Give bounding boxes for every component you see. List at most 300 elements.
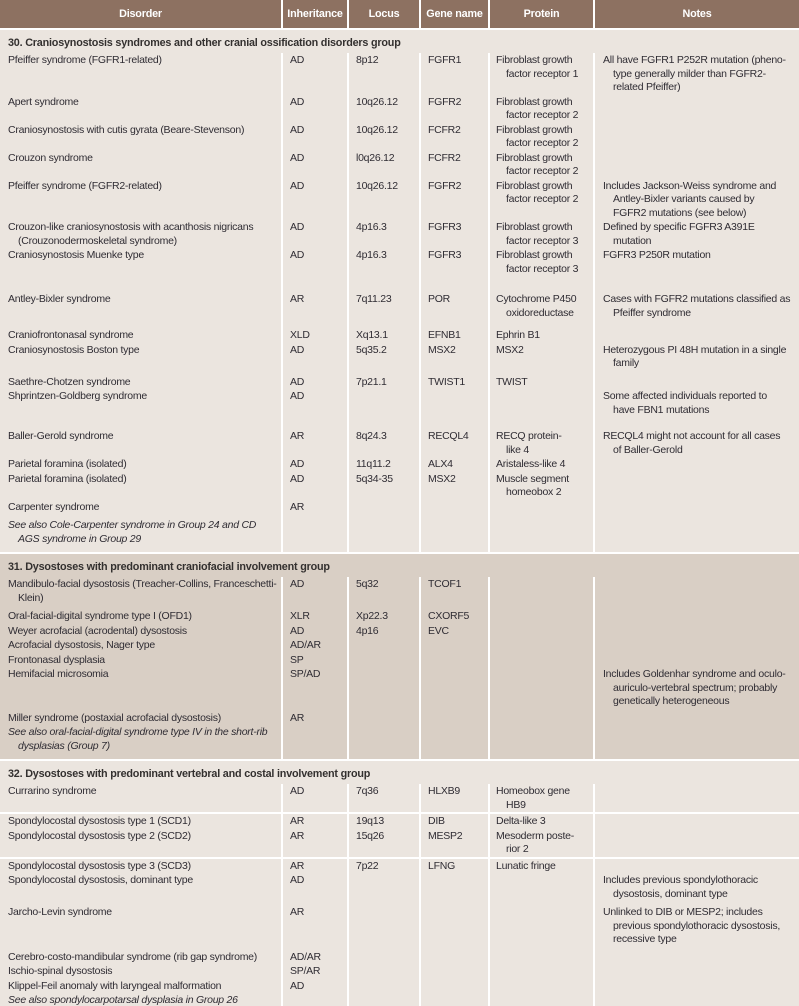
inheritance-cell [283,950,347,965]
notes-cell [595,979,799,994]
notes-cell [595,248,799,276]
gene-line: FCFR2 [428,123,461,136]
gene-line: FCFR2 [428,151,461,164]
inheritance-line: AD [290,874,305,886]
disorder-cell [0,609,281,624]
locus-cell [349,784,419,812]
disorder-cell [0,518,281,546]
locus-cell [349,457,419,472]
gene-cell [421,905,488,947]
table-row [0,457,799,472]
protein-cell [490,964,593,979]
inheritance-cell [283,667,347,709]
locus-cell [349,53,419,95]
notes-cell [595,964,799,979]
table-row [0,624,799,639]
table-row [0,905,799,947]
inheritance-cell [283,609,347,624]
table-row [0,123,799,151]
gene-cell [421,179,488,221]
locus-cell [349,95,419,123]
disorder-line: Pfeiffer syndrome (FGFR1-related) [8,54,162,66]
gene-cell [421,151,488,179]
notes-cell [595,429,799,457]
notes-cell [595,500,799,515]
inheritance-line: AD [290,390,305,402]
table-row [0,179,799,221]
locus-line: 7q11.23 [356,293,392,305]
protein-cell [490,829,593,857]
table-section [0,761,799,1006]
notes-cell [595,905,799,947]
notes-cell [595,609,799,624]
protein-cell [490,993,593,1006]
protein-line: factor receptor 2 [506,193,579,205]
table-row [0,859,799,874]
gene-cell [421,123,488,151]
notes-line: related Pfeiffer) [613,81,681,93]
disorder-line: Craniosynostosis Muenke type [8,249,144,261]
locus-cell [349,979,419,994]
gene-line: RECQL4 [428,430,469,442]
notes-line: FGFR2 mutations (see below) [613,206,747,219]
table-section [0,554,799,759]
table-row [0,979,799,994]
notes-cell [595,873,799,901]
protein-cell [490,389,593,417]
inheritance-cell [283,784,347,812]
locus-line: 10q26.12 [356,123,398,136]
disorder-cell [0,292,281,320]
protein-cell [490,53,593,95]
disorder-cell [0,993,281,1006]
inheritance-cell [283,179,347,221]
notes-cell [595,292,799,320]
disorder-line: Currarino syndrome [8,785,97,797]
protein-cell [490,292,593,320]
inheritance-cell [283,859,347,874]
inheritance-cell [283,328,347,343]
protein-line: RECQ protein- [496,430,562,442]
table-row [0,343,799,371]
notes-line: Includes previous spondylothoracic [603,874,758,886]
protein-line: factor receptor 2 [506,165,579,177]
disorder-cell [0,500,281,515]
gene-cell [421,472,488,500]
gene-cell [421,624,488,639]
notes-cell [595,993,799,1006]
locus-cell [349,814,419,829]
disorder-cell [0,905,281,947]
disorder-line: Craniosynostosis Boston type [8,343,140,356]
disorder-line: See also Cole-Carpenter syndrome in Group 24 and CD [8,519,257,531]
protein-line: Ephrin B1 [496,329,540,341]
disorder-line: See also spondylocarpotarsal dysplasia in Group 26 [8,994,238,1006]
protein-cell [490,711,593,726]
locus-cell [349,873,419,901]
protein-cell [490,667,593,709]
locus-cell [349,577,419,605]
protein-line: Fibroblast growth [496,249,573,261]
table-row [0,389,799,417]
gene-cell [421,220,488,248]
locus-cell [349,389,419,417]
disorder-line: Carpenter syndrome [8,500,100,513]
notes-line: recessive type [613,933,677,945]
protein-cell [490,859,593,874]
disorder-line: Cerebro-costo-mandibular syndrome (rib gap syndrome) [8,950,258,963]
disorder-line: Spondylocostal dysostosis type 2 (SCD2) [8,829,191,842]
table-row [0,784,799,812]
inheritance-line: AR [290,711,305,724]
protein-cell [490,248,593,276]
inheritance-cell [283,151,347,179]
column-header-gene: Gene name [421,0,488,28]
locus-cell [349,123,419,151]
section-title: 32. Dysostoses with predominant vertebral and costal involvement group [8,768,371,780]
gene-cell [421,389,488,417]
disorder-line: Hemifacial microsomia [8,668,109,680]
protein-cell [490,151,593,179]
disorder-cell [0,950,281,965]
inheritance-cell [283,964,347,979]
disorder-line: Frontonasal dysplasia [8,653,105,666]
section-title: 31. Dysostoses with predominant craniofacial involvement group [8,561,330,573]
protein-cell [490,328,593,343]
protein-line: Fibroblast growth [496,221,573,233]
locus-line: Xp22.3 [356,610,388,622]
disorder-cell [0,343,281,371]
notes-cell [595,624,799,639]
inheritance-line: AD [290,54,305,66]
inheritance-cell [283,711,347,726]
gene-cell [421,993,488,1006]
table-row [0,609,799,624]
inheritance-line: SP/AD [290,668,321,680]
inheritance-cell [283,814,347,829]
locus-line: 5q34-35 [356,472,393,485]
inheritance-cell [283,577,347,605]
gene-cell [421,784,488,812]
gene-line: FGFR2 [428,95,462,108]
gene-line: MSX2 [428,343,456,356]
disorder-cell [0,653,281,668]
notes-line: Heterozygous PI 48H mutation in a single [603,343,787,356]
protein-cell [490,624,593,639]
disorder-line: (Crouzonodermoskeletal syndrome) [18,234,177,247]
gene-cell [421,609,488,624]
protein-cell [490,500,593,515]
inheritance-cell [283,725,347,753]
locus-cell [349,343,419,371]
locus-line: 8q24.3 [356,430,387,442]
inheritance-line: AD [290,179,305,192]
column-header-notes: Notes [595,0,799,28]
disorder-cell [0,577,281,605]
notes-line: Cases with FGFR2 mutations classified as [603,293,791,305]
inheritance-line: AD [290,221,305,233]
disorder-line: Craniofrontonasal syndrome [8,329,134,341]
notes-line: All have FGFR1 P252R mutation (pheno- [603,54,786,66]
table-row [0,95,799,123]
locus-cell [349,429,419,457]
inheritance-cell [283,292,347,320]
protein-cell [490,725,593,753]
notes-line: type generally milder than FGFR2- [613,67,766,80]
table-row [0,151,799,179]
disorder-cell [0,784,281,812]
inheritance-cell [283,248,347,276]
notes-line: Defined by specific FGFR3 A391E [603,221,755,233]
gene-line: ALX4 [428,458,453,470]
inheritance-line: AD [290,151,305,164]
gene-cell [421,859,488,874]
table-row [0,577,799,605]
protein-line: Fibroblast growth [496,123,573,136]
protein-cell [490,638,593,653]
gene-line: MSX2 [428,472,456,485]
notes-cell [595,784,799,812]
disorder-cell [0,220,281,248]
gene-cell [421,292,488,320]
notes-cell [595,472,799,500]
notes-line: Some affected individuals reported to [603,390,767,402]
disorder-cell [0,248,281,276]
notes-line: FGFR3 P250R mutation [603,249,711,261]
locus-line: Xq13.1 [356,329,388,341]
gene-cell [421,829,488,857]
protein-line: TWIST [496,375,528,388]
gene-line: CXORF5 [428,610,470,622]
protein-line: Cytochrome P450 [496,293,577,305]
inheritance-cell [283,500,347,515]
locus-cell [349,653,419,668]
table-row [0,993,799,1006]
inheritance-cell [283,375,347,390]
inheritance-line: AD [290,624,305,637]
locus-cell [349,829,419,857]
gene-cell [421,979,488,994]
locus-cell [349,711,419,726]
inheritance-cell [283,220,347,248]
inheritance-line: AD [290,375,305,388]
inheritance-cell [283,123,347,151]
section-rows [0,784,799,1006]
protein-line: MSX2 [496,343,524,356]
inheritance-line: AD [290,785,305,797]
locus-line: 10q26.12 [356,179,398,192]
table-row [0,500,799,515]
disorder-line: Shprintzen-Goldberg syndrome [8,390,147,402]
locus-line: 11q11.2 [356,458,391,470]
protein-line: Mesoderm poste- [496,829,574,842]
locus-cell [349,375,419,390]
gene-cell [421,577,488,605]
gene-cell [421,964,488,979]
gene-line: TCOF1 [428,578,462,590]
disorder-cell [0,53,281,95]
inheritance-cell [283,979,347,994]
table-row [0,667,799,709]
notes-cell [595,375,799,390]
column-header-inheritance: Inheritance [283,0,347,28]
disorder-cell [0,375,281,390]
inheritance-line: AD [290,578,305,590]
protein-line: Lunatic fringe [496,859,556,872]
disorder-line: See also oral-facial-digital syndrome type IV in the short-rib [8,726,268,738]
protein-line: homeobox 2 [506,486,562,498]
inheritance-line: AD [290,979,305,992]
gene-line: FGFR1 [428,54,462,66]
table-row [0,814,799,829]
table-row [0,873,799,901]
column-header-locus: Locus [349,0,419,28]
table-header-row [0,0,799,28]
notes-cell [595,653,799,668]
section-rows [0,577,799,759]
gene-cell [421,667,488,709]
disorder-cell [0,638,281,653]
notes-cell [595,95,799,123]
inheritance-cell [283,624,347,639]
notes-cell [595,343,799,371]
disorder-cell [0,389,281,417]
gene-cell [421,343,488,371]
protein-line: HB9 [506,798,526,811]
disorder-line: Ischio-spinal dysostosis [8,965,113,977]
locus-line: 7q36 [356,785,379,797]
inheritance-line: AD [290,472,305,485]
notes-cell [595,829,799,857]
disorder-cell [0,328,281,343]
gene-line: FGFR3 [428,221,462,233]
disorder-line: Spondylocostal dysostosis type 3 (SCD3) [8,859,191,872]
notes-line: previous spondylothoracic dysostosis, [613,919,781,932]
table-row [0,472,799,500]
locus-line: 5q35.2 [356,343,387,356]
gene-line: HLXB9 [428,785,461,797]
protein-cell [490,518,593,546]
disorder-cell [0,711,281,726]
table-row [0,53,799,95]
inheritance-cell [283,829,347,857]
row-separator [0,812,799,814]
notes-cell [595,859,799,874]
notes-cell [595,53,799,95]
gene-cell [421,518,488,546]
protein-cell [490,653,593,668]
inheritance-line: XLD [290,329,310,341]
inheritance-line: AR [290,293,305,305]
disorder-line: Antley-Bixler syndrome [8,293,111,305]
locus-cell [349,638,419,653]
inheritance-cell [283,653,347,668]
locus-cell [349,725,419,753]
inheritance-line: AR [290,829,305,842]
inheritance-cell [283,993,347,1006]
notes-line: Includes Goldenhar syndrome and oculo- [603,668,786,680]
protein-line: Fibroblast growth [496,151,573,164]
disorder-line: Crouzon-like craniosynostosis with acanthosis nigricans [8,221,254,233]
notes-line: auriculo-vertebral spectrum; probably [613,681,778,694]
inheritance-cell [283,873,347,901]
inheritance-cell [283,638,347,653]
table-row [0,292,799,320]
section-title: 30. Craniosynostosis syndromes and other cranial ossification disorders group [8,37,401,49]
protein-cell [490,95,593,123]
inheritance-line: AD [290,95,305,108]
disorder-line: Miller syndrome (postaxial acrofacial dysostosis) [8,711,221,724]
table-row [0,725,799,753]
disorder-line: Jarcho-Levin syndrome [8,906,112,918]
disorder-line: Saethre-Chotzen syndrome [8,375,131,388]
protein-line: oxidoreductase [506,306,574,319]
inheritance-cell [283,518,347,546]
row-separator [0,857,799,859]
protein-cell [490,220,593,248]
locus-cell [349,472,419,500]
notes-line: Includes Jackson-Weiss syndrome and [603,179,777,192]
locus-line: 8p12 [356,54,379,66]
inheritance-line: AR [290,815,305,827]
inheritance-line: SP/AR [290,965,321,977]
disorder-line: Apert syndrome [8,95,79,108]
notes-cell [595,457,799,472]
inheritance-line: AD/AR [290,950,321,963]
inheritance-line: AD [290,123,305,136]
disorder-cell [0,179,281,221]
table-row [0,429,799,457]
notes-cell [595,667,799,709]
disorder-line: Baller-Gerold syndrome [8,430,114,442]
table-row [0,711,799,726]
gene-line: DIB [428,815,445,827]
disorder-cell [0,457,281,472]
notes-line: have FBN1 mutations [613,403,710,416]
locus-cell [349,518,419,546]
disorder-line: Oral-facial-digital syndrome type I (OFD1) [8,610,192,622]
protein-cell [490,814,593,829]
notes-cell [595,179,799,221]
protein-line: Aristaless-like 4 [496,458,566,470]
gene-cell [421,638,488,653]
protein-cell [490,123,593,151]
locus-cell [349,905,419,947]
disorder-cell [0,472,281,500]
disorder-cell [0,151,281,179]
inheritance-cell [283,53,347,95]
notes-cell [595,389,799,417]
locus-cell [349,609,419,624]
disorder-line: Spondylocostal dysostosis, dominant type [8,874,193,886]
disorder-line: Pfeiffer syndrome (FGFR2-related) [8,179,162,192]
gene-cell [421,500,488,515]
table-section [0,30,799,552]
gene-cell [421,873,488,901]
locus-cell [349,993,419,1006]
locus-cell [349,950,419,965]
protein-cell [490,784,593,812]
notes-cell [595,638,799,653]
protein-line: Fibroblast growth [496,95,573,108]
notes-cell [595,950,799,965]
locus-cell [349,179,419,221]
gene-cell [421,429,488,457]
table-row [0,220,799,248]
table-row [0,950,799,965]
notes-line: mutation [613,234,652,247]
section-rows [0,53,799,552]
